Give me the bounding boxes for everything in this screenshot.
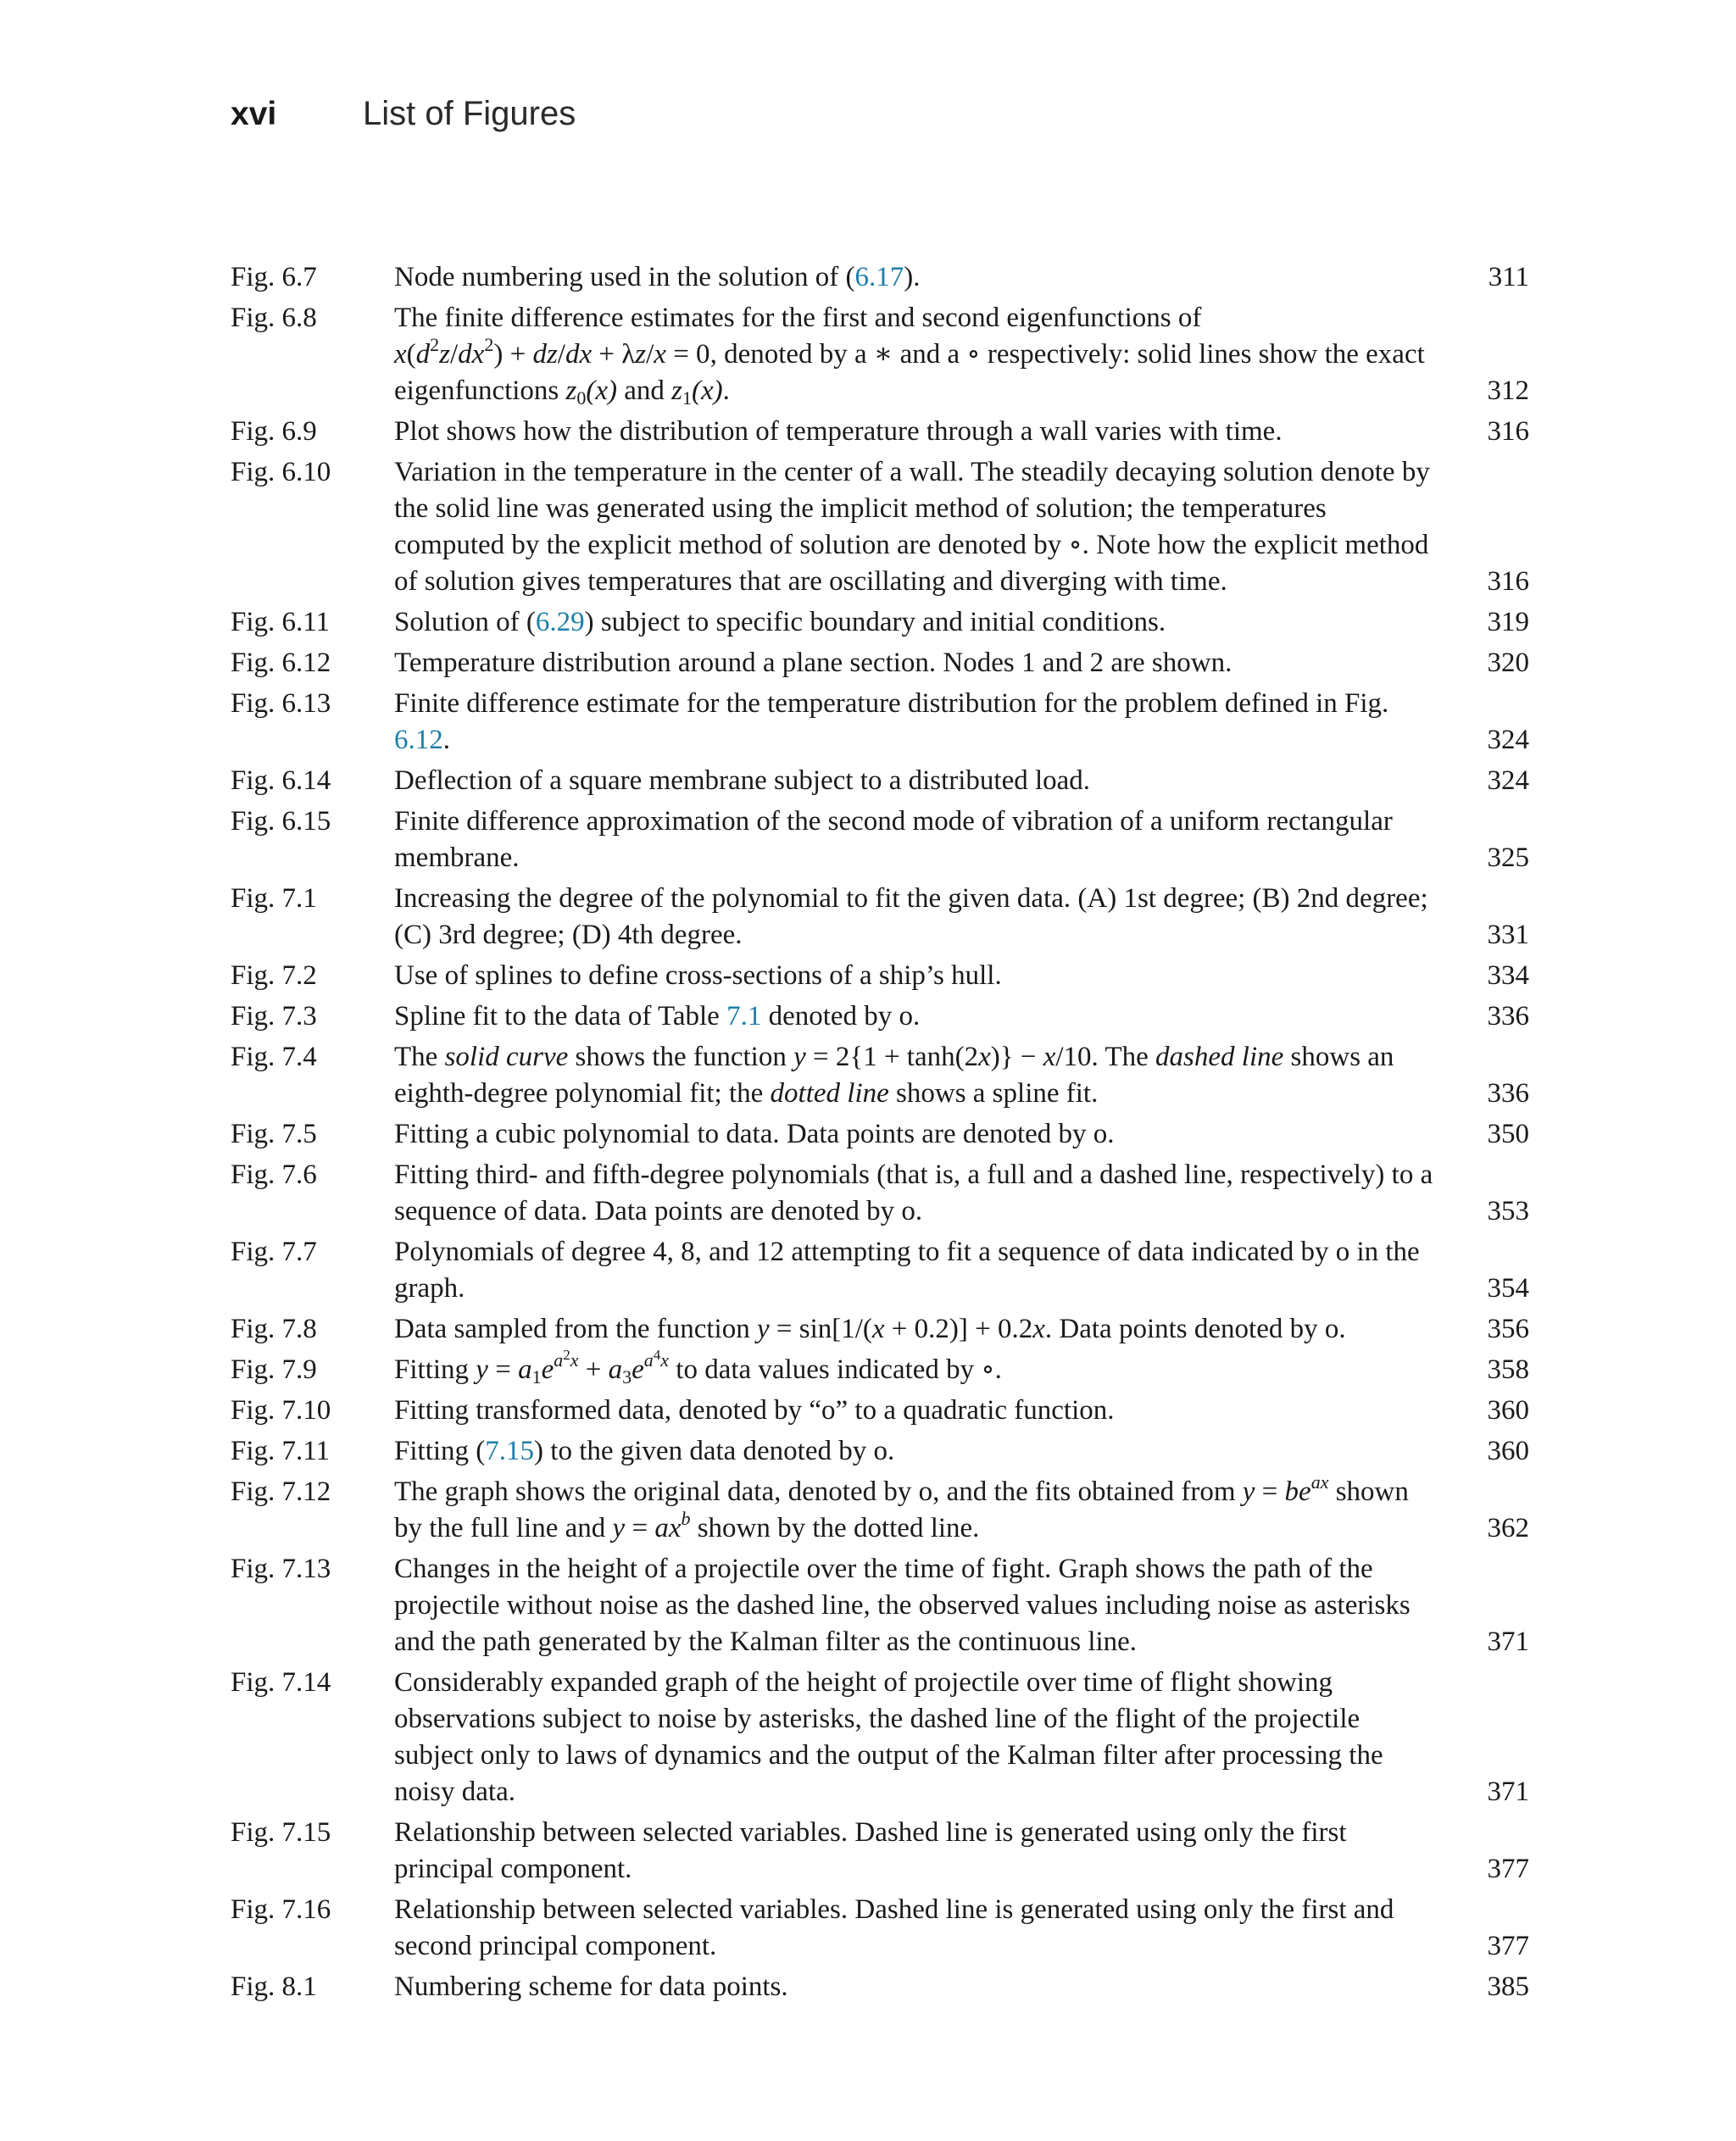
figure-entry-6-7 bbox=[231, 259, 1529, 296]
figure-label: Fig. 6.10 bbox=[231, 457, 331, 487]
figure-entry-6-15 bbox=[231, 804, 1529, 876]
figure-page-number: 362 bbox=[1487, 1513, 1529, 1543]
figure-label: Fig. 7.16 bbox=[231, 1894, 331, 1925]
figure-page-number: 371 bbox=[1487, 1777, 1529, 1807]
figure-caption: Fitting transformed data, denoted by “o” to a quadratic function. bbox=[394, 1395, 1115, 1426]
list-of-figures bbox=[231, 259, 1529, 2010]
figure-caption: Variation in the temperature in the center of a wall. The steadily decaying solution denote by the solid line was generated using the implicit method of solution; the temperatures computed by the explicit method of solution are denoted by ∘. Note how the explicit method of solution gives temperatures that are oscillating and diverging with time. bbox=[394, 457, 1430, 597]
figure-page-number: 324 bbox=[1487, 765, 1529, 796]
figure-caption: Relationship between selected variables. Dashed line is generated using only the first and second principal component. bbox=[394, 1894, 1394, 1961]
figure-caption: Finite difference approximation of the second mode of vibration of a uniform rectangular membrane. bbox=[394, 806, 1393, 873]
figure-caption: Plot shows how the distribution of temperature through a wall varies with time. bbox=[394, 416, 1283, 447]
figure-page-number: 360 bbox=[1487, 1436, 1529, 1466]
figure-page-number: 325 bbox=[1487, 842, 1529, 873]
equation-reference-link[interactable]: 6.17 bbox=[854, 262, 904, 292]
figure-entry-7-10 bbox=[231, 1393, 1529, 1429]
equation: $x(d^2z/dx^2) + dz/dx + \lambda z/x = 0$ bbox=[394, 334, 710, 370]
figure-caption: Use of splines to define cross-sections of a ship’s hull. bbox=[394, 960, 1002, 991]
figure-entry-6-14 bbox=[231, 763, 1529, 799]
figure-label: Fig. 7.2 bbox=[231, 960, 317, 991]
figure-caption: Changes in the height of a projectile over the time of fight. Graph shows the path of the projectile without noise as the dashed line, the observed values including noise as asterisks and the path generated by the Kalman filter as the continuous line. bbox=[394, 1554, 1410, 1657]
figure-entry-7-3 bbox=[231, 998, 1529, 1035]
figure-entry-7-15 bbox=[231, 1815, 1529, 1888]
figure-entry-6-8 bbox=[231, 300, 1529, 409]
figure-caption: Spline fit to the data of Table 7.1 denoted by o. bbox=[394, 1001, 921, 1032]
figure-page-number: 350 bbox=[1487, 1119, 1529, 1149]
figure-page-number: 316 bbox=[1487, 566, 1529, 597]
figure-label: Fig. 6.12 bbox=[231, 648, 331, 678]
figure-label: Fig. 7.7 bbox=[231, 1237, 317, 1267]
figure-label: Fig. 7.8 bbox=[231, 1314, 317, 1344]
figure-entry-6-13 bbox=[231, 686, 1529, 759]
figure-entry-7-2 bbox=[231, 958, 1529, 994]
figure-entry-7-11 bbox=[231, 1433, 1529, 1470]
figure-page-number: 311 bbox=[1488, 262, 1529, 292]
figure-label: Fig. 7.9 bbox=[231, 1354, 317, 1385]
figure-entry-7-4 bbox=[231, 1039, 1529, 1112]
figure-caption: Data sampled from the function y = sin[1/(x + 0.2)] + 0.2x. Data points denoted by o. bbox=[394, 1314, 1346, 1344]
figure-page-number: 358 bbox=[1487, 1354, 1529, 1385]
figure-caption: The finite difference estimates for the first and second eigenfunctions of $x(d^2z/dx^2) + dz/dx + \lambda z/x = 0$, denoted by a ∗ and a ∘ respectively: solid lines show the exact eigenfunctions $z_0(x)$ and $z_1(x)$. bbox=[394, 303, 1425, 409]
figure-page-number: 356 bbox=[1487, 1314, 1529, 1344]
running-title: List of Figures bbox=[363, 95, 576, 132]
figure-caption: Fitting (7.15) to the given data denoted by o. bbox=[394, 1436, 895, 1466]
figure-label: Fig. 6.7 bbox=[231, 262, 317, 292]
figure-label: Fig. 7.13 bbox=[231, 1554, 331, 1584]
figure-label: Fig. 8.1 bbox=[231, 1971, 317, 2002]
table-reference-link[interactable]: 7.1 bbox=[726, 1001, 762, 1032]
figure-entry-7-1 bbox=[231, 881, 1529, 954]
figure-caption: Solution of (6.29) subject to specific boundary and initial conditions. bbox=[394, 607, 1166, 637]
figure-entry-7-13 bbox=[231, 1551, 1529, 1660]
figure-entry-7-5 bbox=[231, 1116, 1529, 1153]
figure-page-number: 334 bbox=[1487, 960, 1529, 991]
figure-page-number: 336 bbox=[1487, 1001, 1529, 1032]
figure-caption: Temperature distribution around a plane section. Nodes 1 and 2 are shown. bbox=[394, 648, 1232, 678]
figure-page-number: 319 bbox=[1487, 607, 1529, 637]
figure-label: Fig. 7.12 bbox=[231, 1476, 331, 1507]
figure-page-number: 312 bbox=[1487, 375, 1529, 406]
figure-page-number: 320 bbox=[1487, 648, 1529, 678]
figure-label: Fig. 6.9 bbox=[231, 416, 317, 447]
figure-caption: Fitting a cubic polynomial to data. Data points are denoted by o. bbox=[394, 1119, 1115, 1149]
figure-entry-7-6 bbox=[231, 1157, 1529, 1230]
figure-label: Fig. 7.15 bbox=[231, 1817, 331, 1848]
equation-reference-link[interactable]: 6.29 bbox=[535, 607, 585, 637]
figure-entry-7-9 bbox=[231, 1347, 1529, 1388]
figure-label: Fig. 7.6 bbox=[231, 1159, 317, 1190]
figure-caption: Numbering scheme for data points. bbox=[394, 1971, 788, 2002]
figure-entry-7-12 bbox=[231, 1471, 1529, 1547]
figure-label: Fig. 7.5 bbox=[231, 1119, 317, 1149]
figure-caption: Finite difference estimate for the temperature distribution for the problem defined in Fig. 6.12. bbox=[394, 688, 1389, 755]
figure-page-number: 360 bbox=[1487, 1395, 1529, 1426]
figure-label: Fig. 7.11 bbox=[231, 1436, 331, 1466]
figure-caption: Increasing the degree of the polynomial to fit the given data. (A) 1st degree; (B) 2nd degree; (C) 3rd degree; (D) 4th degree. bbox=[394, 883, 1428, 950]
figure-entry-8-1 bbox=[231, 1969, 1529, 2005]
figure-label: Fig. 6.14 bbox=[231, 765, 331, 796]
figure-reference-link[interactable]: 6.12 bbox=[394, 725, 443, 755]
figure-entry-7-7 bbox=[231, 1234, 1529, 1307]
figure-entry-6-10 bbox=[231, 454, 1529, 600]
figure-label: Fig. 7.4 bbox=[231, 1042, 317, 1072]
figure-label: Fig. 6.11 bbox=[231, 607, 331, 637]
page-number: xvi bbox=[231, 96, 277, 132]
figure-entry-7-8 bbox=[231, 1311, 1529, 1348]
figure-page-number: 371 bbox=[1487, 1627, 1529, 1657]
figure-label: Fig. 7.10 bbox=[231, 1395, 331, 1426]
figure-entry-6-12 bbox=[231, 645, 1529, 681]
figure-page-number: 377 bbox=[1487, 1931, 1529, 1961]
figure-label: Fig. 7.1 bbox=[231, 883, 317, 914]
figure-caption: The solid curve shows the function y = 2{1 + tanh(2x)} − x/10. The dashed line shows an eighth-degree polynomial fit; the dotted line shows a spline fit. bbox=[394, 1042, 1394, 1109]
figure-label: Fig. 6.8 bbox=[231, 303, 317, 333]
figure-label: Fig. 6.13 bbox=[231, 688, 331, 719]
figure-page-number: 331 bbox=[1487, 920, 1529, 950]
figure-entry-6-11 bbox=[231, 604, 1529, 641]
figure-caption: Polynomials of degree 4, 8, and 12 attempting to fit a sequence of data indicated by o in the graph. bbox=[394, 1237, 1420, 1304]
figure-caption: Considerably expanded graph of the height of projectile over time of flight showing observations subject to noise by asterisks, the dashed line of the flight of the projectile subject only to laws of dynamics and the output of the Kalman filter after processing the noisy data. bbox=[394, 1667, 1383, 1807]
figure-label: Fig. 7.3 bbox=[231, 1001, 317, 1032]
running-header bbox=[231, 95, 576, 137]
figure-entry-7-14 bbox=[231, 1665, 1529, 1810]
figure-label: Fig. 7.14 bbox=[231, 1667, 331, 1698]
figure-page-number: 377 bbox=[1487, 1854, 1529, 1884]
figure-entry-6-9 bbox=[231, 414, 1529, 450]
figure-caption: Node numbering used in the solution of (6.17). bbox=[394, 262, 921, 292]
figure-caption: Relationship between selected variables. Dashed line is generated using only the first principal component. bbox=[394, 1817, 1347, 1884]
figure-label: Fig. 6.15 bbox=[231, 806, 331, 837]
figure-page-number: 336 bbox=[1487, 1078, 1529, 1109]
figure-entry-7-16 bbox=[231, 1892, 1529, 1965]
figure-page-number: 385 bbox=[1487, 1971, 1529, 2002]
figure-caption: Fitting $y = a_1e^{a^2x} + a_3e^{a^4x}$ to data values indicated by ∘. bbox=[394, 1347, 1002, 1387]
figure-caption: Deflection of a square membrane subject to a distributed load. bbox=[394, 765, 1091, 796]
figure-caption: The graph shows the original data, denoted by o, and the fits obtained from $y = be^{ax}$ shown by the full line and $y = ax^b$ shown by the dotted line. bbox=[394, 1471, 1409, 1543]
figure-caption: Fitting third- and fifth-degree polynomials (that is, a full and a dashed line, respectively) to a sequence of data. Data points are denoted by o. bbox=[394, 1159, 1433, 1226]
figure-page-number: 354 bbox=[1487, 1273, 1529, 1304]
figure-page-number: 324 bbox=[1487, 725, 1529, 755]
figure-page-number: 353 bbox=[1487, 1196, 1529, 1226]
figure-page-number: 316 bbox=[1487, 416, 1529, 447]
equation-reference-link[interactable]: 7.15 bbox=[485, 1436, 535, 1466]
